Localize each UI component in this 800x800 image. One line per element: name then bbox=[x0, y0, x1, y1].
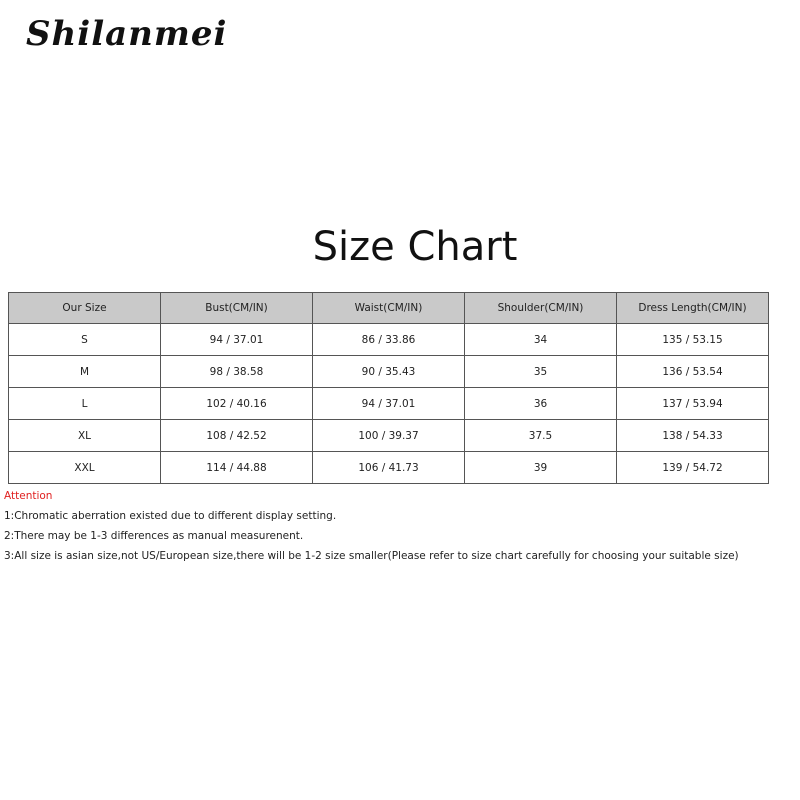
header-dress-length: Dress Length(CM/IN) bbox=[617, 293, 769, 324]
brand-logo: Shilanmei bbox=[26, 14, 228, 54]
header-waist: Waist(CM/IN) bbox=[313, 293, 465, 324]
note-item: 1:Chromatic aberration existed due to different display setting. bbox=[4, 510, 337, 522]
cell-size: M bbox=[9, 356, 161, 388]
table-header-row bbox=[9, 293, 769, 324]
note-item: 2:There may be 1-3 differences as manual measurenent. bbox=[4, 530, 304, 542]
header-shoulder: Shoulder(CM/IN) bbox=[465, 293, 617, 324]
cell-waist: 86 / 33.86 bbox=[313, 324, 465, 356]
table-row bbox=[9, 420, 769, 452]
page-title: Size Chart bbox=[312, 224, 518, 270]
attention-label: Attention bbox=[4, 490, 53, 502]
cell-dress-length: 139 / 54.72 bbox=[617, 452, 769, 484]
cell-shoulder: 39 bbox=[465, 452, 617, 484]
cell-size: L bbox=[9, 388, 161, 420]
cell-waist: 94 / 37.01 bbox=[313, 388, 465, 420]
cell-dress-length: 137 / 53.94 bbox=[617, 388, 769, 420]
cell-dress-length: 135 / 53.15 bbox=[617, 324, 769, 356]
header-our-size: Our Size bbox=[9, 293, 161, 324]
table-row bbox=[9, 356, 769, 388]
table-row bbox=[9, 452, 769, 484]
cell-dress-length: 136 / 53.54 bbox=[617, 356, 769, 388]
cell-size: XXL bbox=[9, 452, 161, 484]
cell-bust: 94 / 37.01 bbox=[161, 324, 313, 356]
cell-shoulder: 36 bbox=[465, 388, 617, 420]
cell-shoulder: 35 bbox=[465, 356, 617, 388]
cell-size: S bbox=[9, 324, 161, 356]
table-row bbox=[9, 388, 769, 420]
cell-bust: 102 / 40.16 bbox=[161, 388, 313, 420]
cell-bust: 98 / 38.58 bbox=[161, 356, 313, 388]
cell-bust: 114 / 44.88 bbox=[161, 452, 313, 484]
table-row bbox=[9, 324, 769, 356]
cell-waist: 90 / 35.43 bbox=[313, 356, 465, 388]
cell-waist: 100 / 39.37 bbox=[313, 420, 465, 452]
cell-bust: 108 / 42.52 bbox=[161, 420, 313, 452]
cell-dress-length: 138 / 54.33 bbox=[617, 420, 769, 452]
cell-shoulder: 34 bbox=[465, 324, 617, 356]
header-bust: Bust(CM/IN) bbox=[161, 293, 313, 324]
cell-size: XL bbox=[9, 420, 161, 452]
notes-section bbox=[4, 488, 796, 568]
note-item: 3:All size is asian size,not US/European size,there will be 1-2 size smaller(Please refer to size chart carefully for choosing your suitable size) bbox=[4, 550, 739, 562]
size-table bbox=[8, 292, 769, 484]
cell-waist: 106 / 41.73 bbox=[313, 452, 465, 484]
cell-shoulder: 37.5 bbox=[465, 420, 617, 452]
